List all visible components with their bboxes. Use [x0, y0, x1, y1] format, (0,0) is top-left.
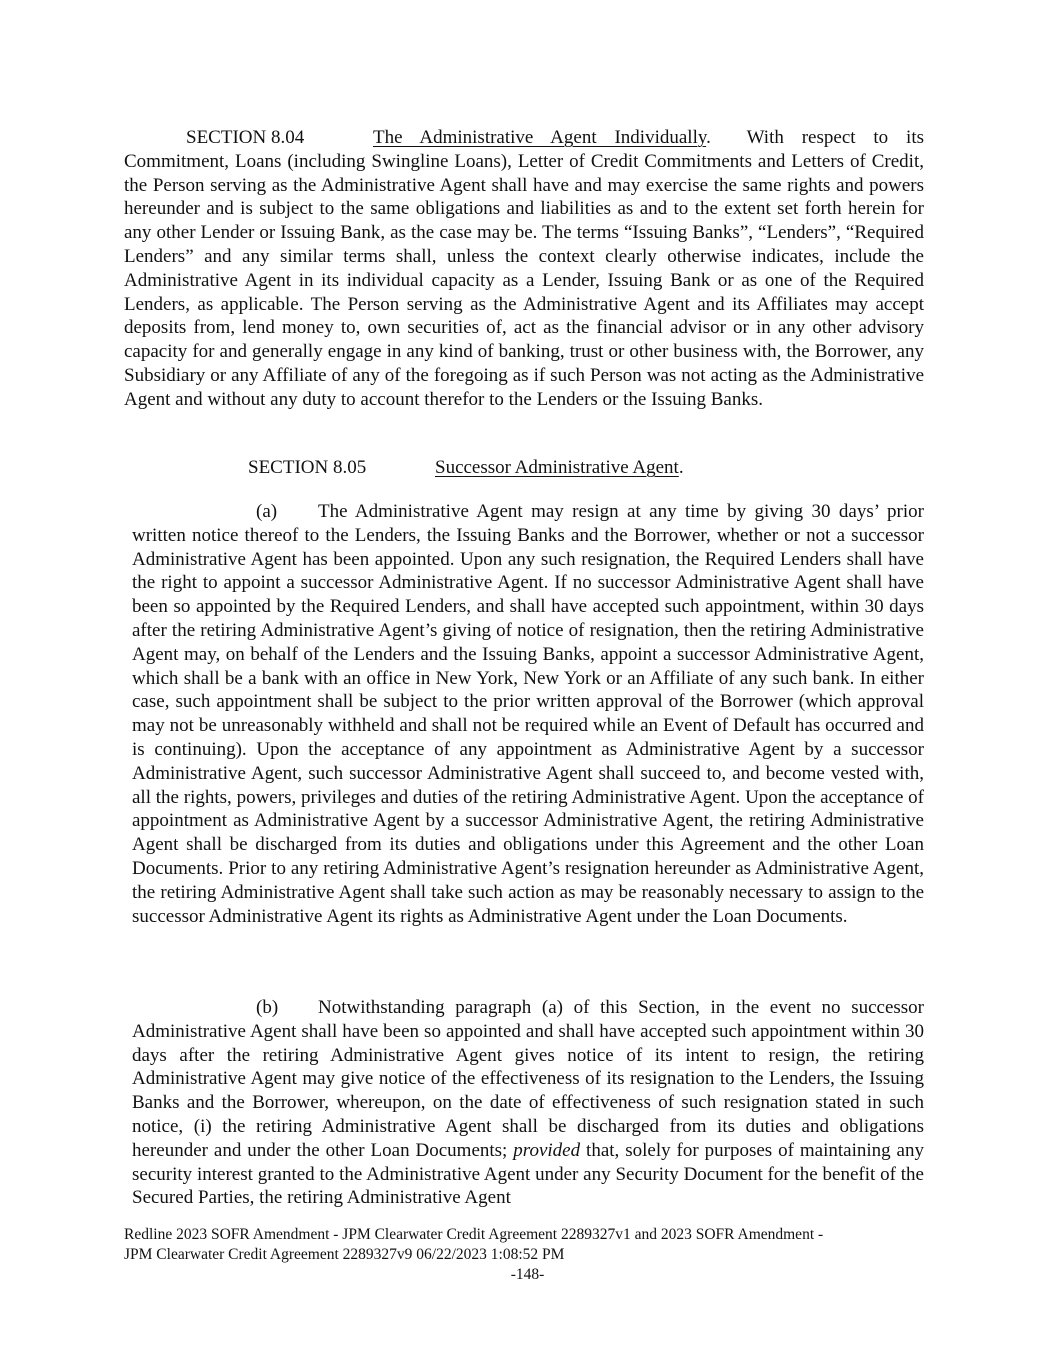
paragraph-b-italic-provided: provided: [513, 1139, 581, 1161]
section-8-05-paragraph-b: [132, 996, 924, 1210]
section-8-05-title: Successor Administrative Agent: [435, 457, 679, 478]
paragraph-b-label: (b): [256, 997, 279, 1018]
section-8-04-title-period: .: [706, 127, 711, 148]
section-8-05-paragraph-a: [132, 500, 924, 928]
footer-line-2: JPM Clearwater Credit Agreement 2289327v9 06/22/2023 1:08:52 PM: [124, 1245, 565, 1263]
paragraph-a-text: The Administrative Agent may resign at any time by giving 30 days’ prior written notice thereof to the Lenders, the Issuing Banks and the Borrower, whether or not a successor Administrative Agent has been appointed. Upon any such resignation, the Required Lenders shall have the right to appoint a successor Administrative Agent. If no successor Administrative Agent shall have been so appointed by the Required Lenders, and shall have accepted such appointment, within 30 days after the retiring Administrative Agent’s giving of notice of resignation, then the retiring Administrative Agent may, on behalf of the Lenders and the Issuing Banks, appoint a successor Administrative Agent, which shall be a bank with an office in New York, New York or an Affiliate of any such bank. In either case, such appointment shall be subject to the prior written approval of the Borrower (which approval may not be unreasonably withheld and shall not be required while an Event of Default has occurred and is continuing). Upon the acceptance of any appointment as Administrative Agent by a successor Administrative Agent, such successor Administrative Agent shall succeed to, and become vested with, all the rights, powers, privileges and duties of the retiring Administrative Agent. Upon the acceptance of appointment as Administrative Agent by a successor Administrative Agent, the retiring Administrative Agent shall be discharged from its duties and obligations under this Agreement and the other Loan Documents. Prior to any retiring Administrative Agent’s resignation hereunder as Administrative Agent, the retiring Administrative Agent shall take such action as may be reasonably necessary to assign to the successor Administrative Agent its rights as Administrative Agent under the Loan Documents.: [132, 501, 924, 927]
paragraph-b-text-start: Notwithstanding paragraph (a) of this Section, in the event no successor Administrative Agent shall have been so appointed and shall have accepted such appointment within 30 days after the retiring Administrative Agent gives notice of its intent to resign, the retiring Administrative Agent may give notice of the effectiveness of its resignation to the Lenders, the Issuing Banks and the Borrower, whereupon, on the date of effectiveness of such resignation stated in such notice, (i) the retiring Administrative Agent shall be discharged from its duties and obligations hereunder and under the other Loan Documents;: [132, 997, 924, 1161]
section-8-04-title: The Administrative Agent Individually: [373, 127, 707, 148]
paragraph-b-text-end: that, solely for purposes of maintaining any security interest granted to the Administrative Agent under any Security Document for the benefit of the Secured Parties, the retiring Administrative Agent: [132, 1139, 924, 1209]
section-8-05-heading: [248, 456, 684, 480]
section-8-04-body: With respect to its Commitment, Loans (including Swingline Loans), Letter of Credit Commitments and Letters of Credit, the Person serving as the Administrative Agent shall have and may exercise the same rights and powers hereunder and is subject to the same obligations and liabilities as and to the extent set forth herein for any other Lender or Issuing Bank, as the case may be. The terms “Issuing Banks”, “Lenders”, “Required Lenders” and any similar terms shall, unless the context clearly otherwise indicates, include the Administrative Agent in its individual capacity as a Lender, Issuing Bank or as one of the Required Lenders, as applicable. The Person serving as the Administrative Agent and its Affiliates may accept deposits from, lend money to, own securities of, act as the financial advisor or in any other advisory capacity for and generally engage in any kind of banking, trust or other business with, the Borrower, any Subsidiary or any Affiliate of any of the foregoing as if such Person was not acting as the Administrative Agent and without any duty to account therefor to the Lenders or the Issuing Banks.: [124, 127, 925, 410]
section-8-04-number: SECTION 8.04: [186, 127, 305, 148]
paragraph-a-label: (a): [256, 501, 278, 522]
section-8-05-title-period: .: [678, 457, 684, 478]
document-footer: [124, 1225, 924, 1264]
footer-line-1: Redline 2023 SOFR Amendment - JPM Clearwater Credit Agreement 2289327v1 and 2023 SOFR Amendment -: [124, 1226, 824, 1243]
section-8-04-paragraph: [124, 126, 924, 412]
page-number: -148-: [510, 1266, 545, 1283]
section-8-05-number: SECTION 8.05: [248, 457, 367, 478]
